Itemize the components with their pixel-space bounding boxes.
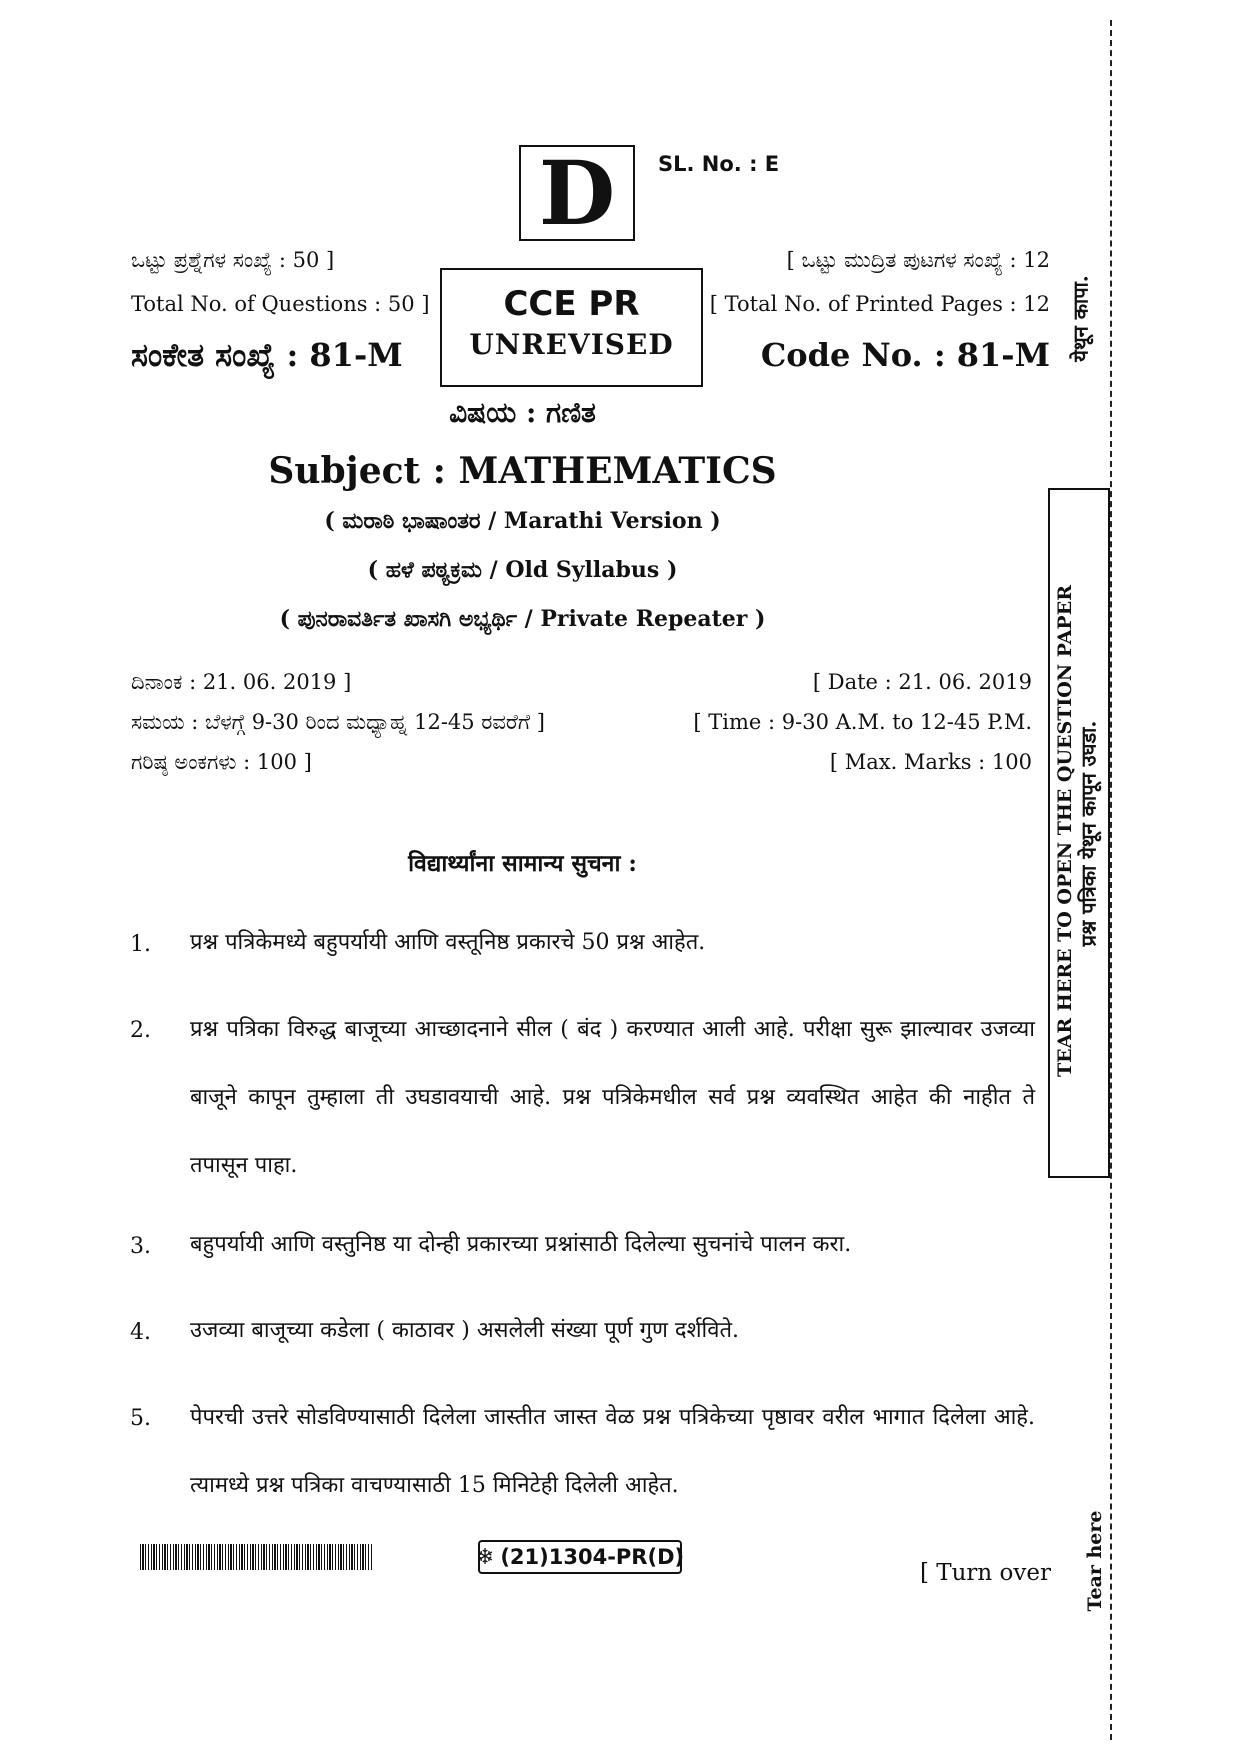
instruction-text: बहुपर्यायी आणि वस्तुनिष्ठ या दोन्ही प्रकारच्या प्रश्नांसाठी दिलेल्या सुचनांचे पालन करा.	[190, 1232, 852, 1257]
date-en: [ Date : 21. 06. 2019	[812, 670, 1032, 694]
marks-kn: ಗರಿಷ್ಠ ಅಂಕಗಳು : 100 ]	[131, 750, 312, 774]
total-pages-en: [ Total No. of Printed Pages : 12	[709, 292, 1050, 316]
tear-here-label: Tear here	[1084, 1510, 1106, 1612]
date-kn: ದಿನಾಂಕ : 21. 06. 2019 ]	[131, 670, 352, 694]
barcode	[140, 1544, 372, 1570]
code-kn: ಸಂಕೇತ ಸಂಖ್ಯೆ : 81-M	[131, 336, 403, 374]
set-letter-box	[519, 141, 635, 245]
serial-number: SL. No. : E	[658, 152, 780, 176]
exam-type-title: CCE PR	[503, 284, 640, 324]
syllabus-line: ( ಹಳೆ ಪಠ್ಯಕ್ರಮ / Old Syllabus )	[367, 557, 678, 583]
total-questions-en: Total No. of Questions : 50 ]	[131, 292, 430, 316]
instructions-heading: विद्यार्थ्यांना सामान्य सुचना :	[408, 850, 637, 877]
time-kn: ಸಮಯ : ಬೆಳಗ್ಗೆ 9-30 ರಿಂದ ಮಧ್ಯಾಹ್ನ 12-45 ರವರೆಗೆ ]	[131, 710, 545, 734]
total-pages-kn: [ ಒಟ್ಟು ಮುದ್ರಿತ ಪುಟಗಳ ಸಂಖ್ಯೆ : 12	[786, 248, 1050, 272]
cut-here-label: येथून कापा.	[1068, 275, 1093, 362]
tear-box	[1048, 488, 1110, 1178]
tear-dashed-line	[1110, 20, 1112, 1740]
instruction-number: 5.	[130, 1406, 151, 1431]
paper-code-box	[475, 1540, 685, 1574]
instruction-text: प्रश्न पत्रिकेमध्ये बहुपर्यायी आणि वस्तूनिष्ठ प्रकारचे 50 प्रश्न आहेत.	[190, 930, 706, 955]
snowflake-icon: ❄	[475, 1544, 495, 1570]
instruction-number: 4.	[130, 1320, 151, 1345]
instruction-number: 2.	[130, 1018, 151, 1043]
marks-en: [ Max. Marks : 100	[829, 750, 1032, 774]
exam-type-box	[440, 268, 703, 387]
total-questions-kn: ಒಟ್ಟು ಪ್ರಶ್ನೆಗಳ ಸಂಖ್ಯೆ : 50 ]	[131, 248, 335, 272]
set-letter: D	[538, 141, 616, 245]
tear-instruction-en: TEAR HERE TO OPEN THE QUESTION PAPER	[1054, 585, 1076, 1077]
code-en: Code No. : 81-M	[760, 336, 1050, 374]
subject-en: Subject : MATHEMATICS	[268, 450, 777, 492]
instruction-number: 3.	[130, 1234, 151, 1259]
instruction-text: प्रश्न पत्रिका विरुद्ध बाजूच्या आच्छादनाने सील ( बंद ) करण्यात आली आहे. परीक्षा सुरू झाल्यावर उजव्या बाजूने कापून तुम्हाला ती उघडावयाची आहे. प्रश्न पत्रिकेमधील सर्व प्रश्न व्यवस्थित आहेत की नाहीत ते तपासून पाहा.	[190, 1017, 1035, 1178]
tear-instruction-mr: प्रश्न पत्रिका येथून कापून उघडा.	[1076, 720, 1101, 947]
exam-type-subtitle: UNREVISED	[469, 328, 674, 361]
paper-code: (21)1304-PR(D)	[500, 1545, 685, 1569]
instruction-text: उजव्या बाजूच्या कडेला ( काठावर ) असलेली संख्या पूर्ण गुण दर्शविते.	[190, 1318, 740, 1343]
subject-kn: ವಿಷಯ : ಗಣಿತ	[449, 396, 596, 429]
instruction-number: 1.	[130, 932, 151, 957]
turn-over: [ Turn over	[919, 1560, 1051, 1586]
time-en: [ Time : 9-30 A.M. to 12-45 P.M.	[693, 710, 1032, 734]
candidate-line: ( ಪುನರಾವರ್ತಿತ ಖಾಸಗಿ ಅಭ್ಯರ್ಥಿ / Private Repeater )	[279, 606, 766, 632]
instruction-text: पेपरची उत्तरे सोडविण्यासाठी दिलेला जास्तीत जास्त वेळ प्रश्न पत्रिकेच्या पृष्ठावर वरील भागात दिलेला आहे. त्यामध्ये प्रश्न पत्रिका वाचण्यासाठी 15 मिनिटेही दिलेली आहेत.	[190, 1405, 1035, 1498]
version-line: ( ಮರಾಠಿ ಭಾಷಾಂತರ / Marathi Version )	[324, 508, 721, 534]
